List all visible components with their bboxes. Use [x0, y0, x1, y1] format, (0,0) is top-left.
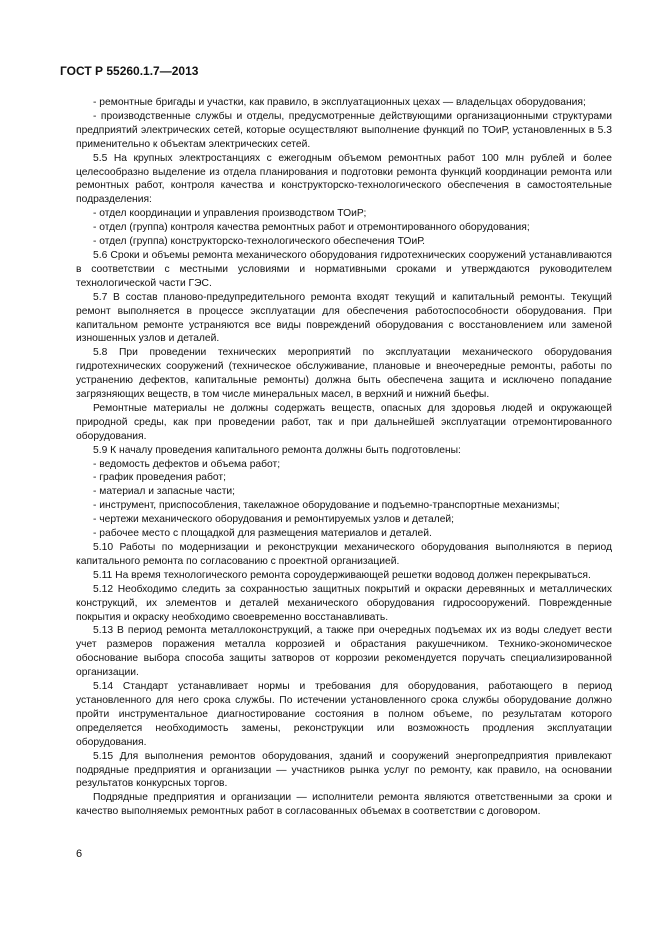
paragraph: Подрядные предприятия и организации — исполнители ремонта являются ответственными за сроки и качество выполняемых ремонтных работ в согласованных объемах в соответствии с договором.: [76, 792, 612, 818]
paragraph: - чертежи механического оборудования и ремонтируемых узлов и деталей;: [93, 514, 455, 526]
paragraph: 5.11 На время технологического ремонта сороудерживающей решетки водовод должен перекрываться.: [93, 569, 591, 581]
paragraph: - отдел (группа) контроля качества ремонтных работ и отремонтированного оборудования;: [93, 222, 530, 234]
paragraph: 5.5 На крупных электростанциях с ежегодным объемом ремонтных работ 100 млн рублей и более целесообразно выделение из отдела планирования и подготовки ремонта функций координации ремонта или ремонтных работ, контроля качества и конструкторско-технологического обеспечения в самостоятельные подразделения:: [76, 152, 612, 206]
document-header: ГОСТ Р 55260.1.7—2013: [60, 64, 199, 78]
paragraph: - производственные службы и отделы, предусмотренные действующими организационными структурами предприятий электрических сетей, которые осуществляют выполнение функций по ТОиР, установленных в 5.3 применительно к объектам электрических сетей.: [76, 110, 612, 150]
paragraph: 5.9 К началу проведения капитального ремонта должны быть подготовлены:: [93, 444, 461, 456]
paragraph: - график проведения работ;: [93, 472, 227, 484]
paragraph: - инструмент, приспособления, такелажное оборудование и подъемно-транспортные механизмы;: [93, 500, 560, 512]
paragraph: 5.8 При проведении технических мероприятий по эксплуатации механического оборудования гидротехнических сооружений (техническое обслуживание, плановые и внеочередные ремонты, работы по устранению дефектов, капитальные ремонты) должна быть обеспечена защита и исключено попадание загрязняющих веществ, в том числе минеральных масел, в верхний и нижний бьефы.: [76, 347, 612, 401]
paragraph: - отдел (группа) конструкторско-технологического обеспечения ТОиР.: [93, 236, 425, 248]
paragraph: 5.15 Для выполнения ремонтов оборудования, зданий и сооружений энергопредприятия привлекают подрядные предприятия и организации — участников рынка услуг по ремонту, как правило, на основании результатов конкурсных торгов.: [76, 750, 612, 790]
paragraph: 5.6 Сроки и объемы ремонта механического оборудования гидротехнических сооружений устанавливаются в соответствии с местными условиями и нормативными сроками и утверждаются руководителем технологической части ГЭС.: [76, 249, 612, 289]
document-body: [76, 96, 612, 819]
paragraph: 5.13 В период ремонта металлоконструкций, а также при очередных подъемах их из воды следует вести учет размеров поражения металла коррозией и обрастания ракушечником. Технико-экономическое обоснование выбора способа защиты затворов от коррозии рекомендуется поручать специализированной организации.: [76, 625, 612, 679]
paragraph: 5.10 Работы по модернизации и реконструкции механического оборудования выполняются в период капитального ремонта по согласованию с проектной организацией.: [76, 542, 612, 567]
paragraph: - ведомость дефектов и объема работ;: [93, 458, 281, 470]
paragraph: - рабочее место с площадкой для размещения материалов и деталей.: [93, 528, 432, 540]
paragraph: 5.7 В состав планово-предупредительного ремонта входят текущий и капитальный ремонты. Текущий ремонт выполняется в процессе эксплуатации для обеспечения работоспособности оборудования. При капитальном ремонте устраняются все виды повреждений оборудования с восстановлением или заменой изношенных узлов и деталей.: [76, 291, 612, 345]
paragraph: - материал и запасные части;: [93, 486, 236, 498]
paragraph: - ремонтные бригады и участки, как правило, в эксплуатационных цехах — владельцах оборудования;: [93, 97, 586, 108]
paragraph: Ремонтные материалы не должны содержать веществ, опасных для здоровья людей и окружающей природной среды, как при проведении работ, так и при дальнейшей эксплуатации отремонтированного оборудования.: [76, 402, 612, 442]
paragraph: - отдел координации и управления производством ТОиР;: [93, 208, 367, 220]
page-number: 6: [76, 848, 83, 860]
paragraph: 5.12 Необходимо следить за сохранностью защитных покрытий и окраски деревянных и металлических конструкций, их элементов и деталей механического оборудования гидросооружений. Поврежденные покрытия и окраску необходимо своевременно восстанавливать.: [76, 583, 612, 623]
paragraph: 5.14 Стандарт устанавливает нормы и требования для оборудования, работающего в период установленного для него срока службы. По истечении установленного срока службы оборудование должно пройти инструментальное диагностирование состояния в полном объеме, по результатам которого определяется необходимость замены, реконструкции или возможность продления эксплуатации оборудования.: [76, 681, 612, 748]
